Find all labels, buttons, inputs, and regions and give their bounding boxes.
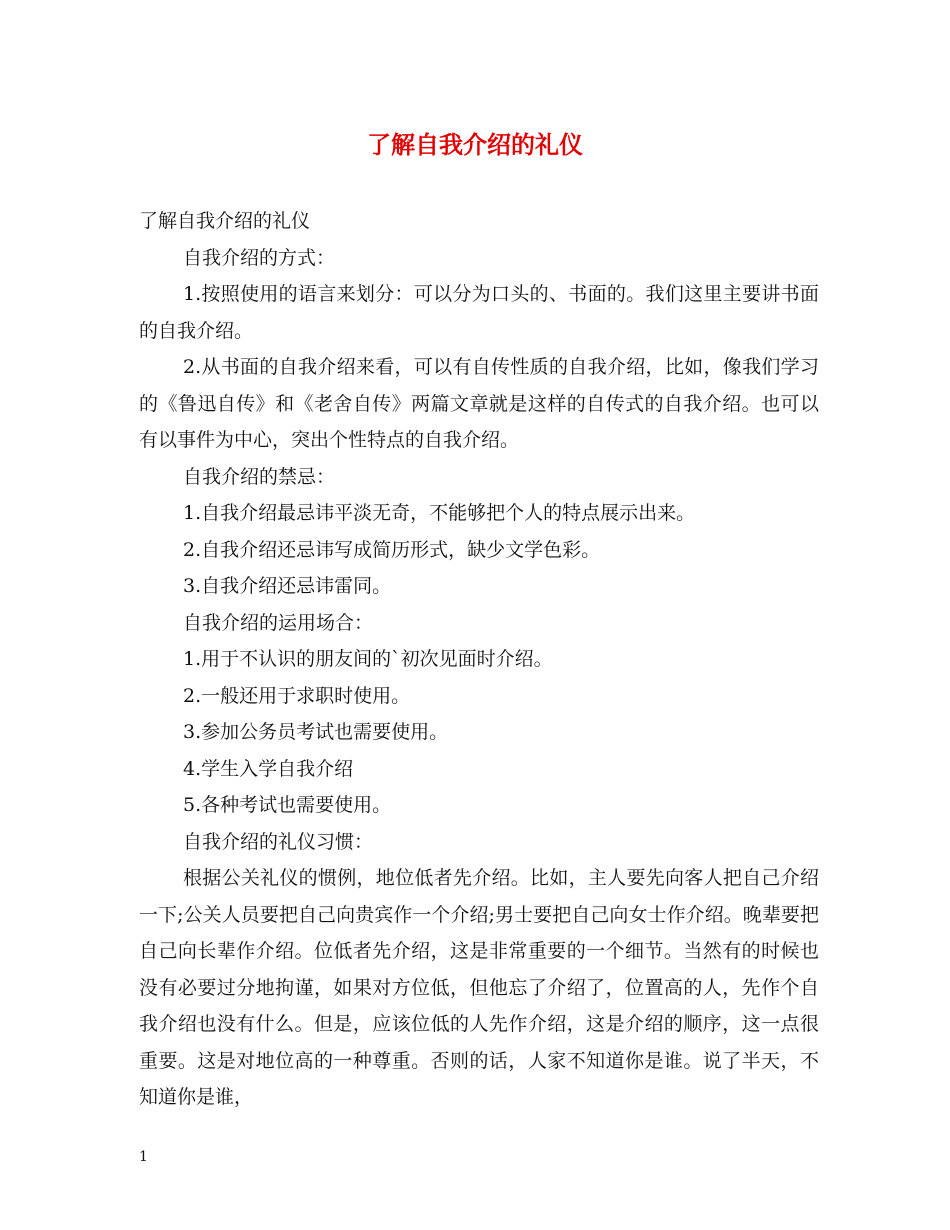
paragraph-occasion-2: 2.一般还用于求职时使用。	[183, 684, 411, 707]
document-body	[139, 203, 819, 1116]
paragraph-method-1: 1.按照使用的语言来划分：可以分为口头的、书面的。我们这里主要讲书面的自我介绍。	[139, 283, 819, 342]
paragraph-method-2: 2.从书面的自我介绍来看，可以有自传性质的自我介绍，比如，像我们学习的《鲁迅自传》和《老舍自传》两篇文章就是这样的自传式的自我介绍。也可以有以事件为中心，突出个性特点的自我介绍。	[139, 356, 819, 451]
paragraph-occasion-3: 3.参加公务员考试也需要使用。	[183, 721, 449, 743]
paragraph-occasion-5: 5.各种考试也需要使用。	[183, 794, 392, 816]
section-heading-taboos: 自我介绍的禁忌：	[183, 465, 336, 488]
paragraph-taboo-2: 2.自我介绍还忌讳写成简历形式，缺少文学色彩。	[183, 538, 601, 561]
document-title: 了解自我介绍的礼仪	[367, 131, 583, 159]
section-heading-methods: 自我介绍的方式：	[183, 246, 336, 269]
paragraph-taboo-3: 3.自我介绍还忌讳雷同。	[183, 575, 392, 597]
section-heading-occasions: 自我介绍的运用场合：	[183, 611, 374, 634]
paragraph-occasion-4: 4.学生入学自我介绍	[183, 757, 354, 780]
paragraph-taboo-1: 1.自我介绍最忌讳平淡无奇，不能够把个人的特点展示出来。	[183, 502, 696, 524]
paragraph-heading: 了解自我介绍的礼仪	[139, 210, 311, 232]
paragraph-occasion-1: 1.用于不认识的朋友间的`初次见面时介绍。	[183, 648, 553, 670]
page-number: 1	[139, 1149, 148, 1165]
paragraph-etiquette: 根据公关礼仪的惯例，地位低者先介绍。比如，主人要先向客人把自己介绍一下;公关人员要把自己向贵宾作一个介绍;男士要把自己向女士作介绍。晚辈要把自己向长辈作介绍。位低者先介绍，这是非常重要的一个细节。当然有的时候也没有必要过分地拘谨，如果对方位低，但他忘了介绍了，位置高的人，先作个自我介绍也没有什么。但是，应该位低的人先作介绍，这是介绍的顺序，这一点很重要。这是对地位高的一种尊重。否则的话，人家不知道你是谁。说了半天，不知道你是谁，	[139, 867, 819, 1108]
section-heading-etiquette: 自我介绍的礼仪习惯：	[183, 830, 374, 853]
